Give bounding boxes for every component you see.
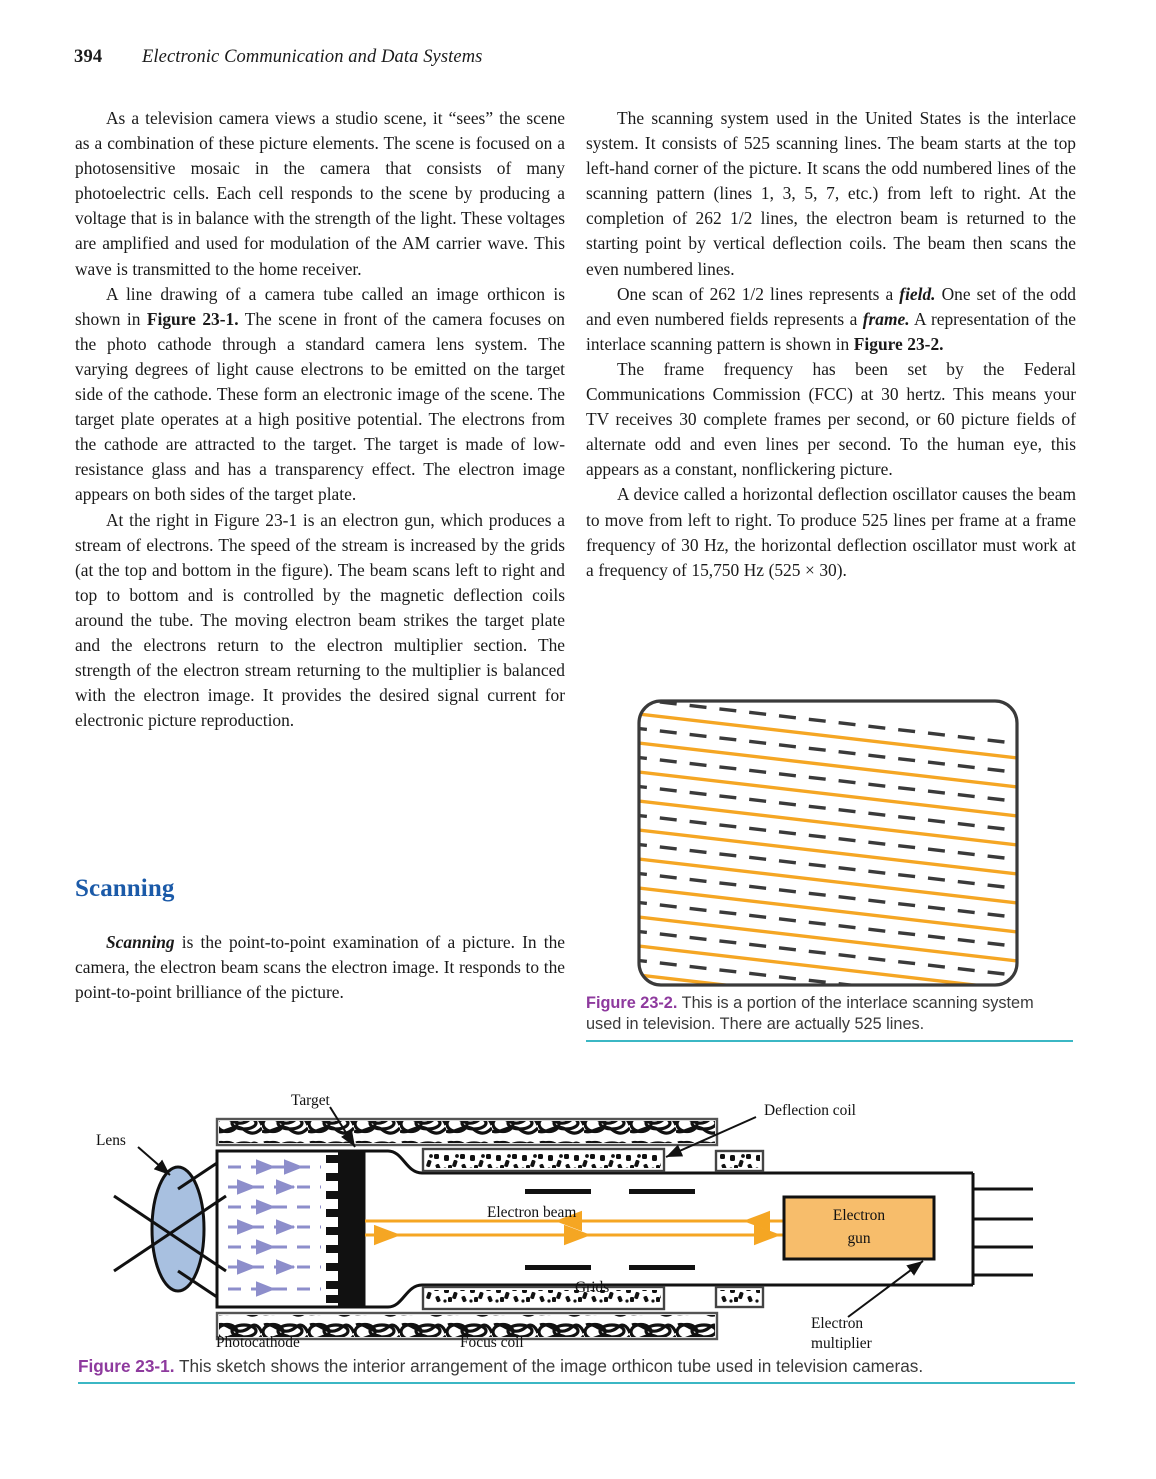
figure-ref-23-2: Figure 23-2. [853, 333, 944, 354]
left-column [75, 106, 565, 733]
label-grids: Grids [575, 1279, 610, 1296]
paragraph-3: At the right in Figure 23-1 is an electron gun, which produces a stream of electrons. The speed of the stream is increased by the grids (at the top and bottom in the figure). The beam scans left to right and top to bottom and is controlled by the magnetic deflection coils around the tube. The moving electron beam strikes the target plate and the electrons return to the electron multiplier section. The strength of the electron stream returning to the multiplier is balanced with the electron image. It provides the desired signal current for electronic picture reproduction. [75, 509, 565, 731]
deflection-coil-bottom [423, 1287, 664, 1309]
figure-23-2-caption [586, 993, 1073, 1042]
term-scanning: Scanning [106, 932, 175, 952]
electron-beam-arrows [378, 1221, 781, 1235]
paragraph-8: A device called a horizontal deflection oscillator causes the beam to move from left to right. To produce 525 lines per frame at a frame frequency of 30 Hz, the horizontal deflection oscillator must work at a frequency of 15,750 Hz (525 × 30). [586, 484, 1076, 580]
focus-coil-top [217, 1119, 717, 1145]
paragraph-1: As a television camera views a studio scene, it “sees” the scene as a combination of these picture elements. The scene is focused on a photosensitive mosaic in the camera that consists of many photoelectric cells. Each cell responds to the scene by producing a voltage that is in balance with the strength of the light. These voltages are amplified and used for modulation of the AM carrier wave. This wave is transmitted to the home receiver. [75, 108, 565, 279]
p6-text-c: A representation of the interlace scanning pattern is shown in [586, 308, 1076, 354]
figure-23-1-caption-text: This sketch shows the interior arrangement of the image orthicon tube used in television cameras. [174, 1356, 924, 1376]
label-lens: Lens [96, 1132, 126, 1149]
label-electron-multiplier-1: Electron [811, 1315, 864, 1332]
paragraph-6 [586, 282, 1076, 357]
paragraph-7: The frame frequency has been set by the Federal Communications Commission (FCC) at 30 hertz. This means your TV receives 30 complete frames per second, or 60 picture fields of alternate odd and even lines per second. To the human eye, this appears as a constant, nonflickering picture. [586, 358, 1076, 480]
p2-text-a: A line drawing of a camera tube called an image orthicon is shown in [75, 283, 565, 329]
p6-text-a: One scan of 262 1/2 lines represents a [617, 283, 900, 304]
target-plate [326, 1151, 364, 1307]
electron-gun-label-line2: gun [847, 1230, 871, 1247]
label-electron-multiplier-2: multiplier [811, 1335, 872, 1350]
figure-23-1-caption [78, 1355, 1075, 1384]
term-field: field. [899, 283, 936, 304]
paragraph-2 [75, 282, 565, 508]
electron-gun-label-line1: Electron [832, 1207, 886, 1224]
screen-frame [639, 701, 1017, 985]
label-focus-coil: Focus coil [460, 1334, 524, 1350]
term-frame: frame. [862, 308, 910, 329]
p6-text-b: One set of the odd and even numbered fields represents a [586, 283, 1076, 329]
paragraph-5: The scanning system used in the United States is the interlace system. It consists of 525 scanning lines. The beam starts at the top left-hand corner of the picture. It scans the odd numbered lines of the scanning pattern (lines 1, 3, 5, 7, etc.) from left to right. At the completion of 262 1/2 lines, the electron beam is returned to the starting point by vertical deflection coils. The beam then scans the even numbered lines. [586, 108, 1076, 279]
grids [525, 1189, 695, 1270]
p4-text: is the point-to-point examination of a picture. In the camera, the electron beam scans the electron image. It responds to the point-to-point brilliance of the picture. [75, 932, 565, 1003]
figure-23-1-label: Figure 23-1. [78, 1356, 175, 1376]
caption-rule-2 [78, 1382, 1075, 1384]
section-heading-scanning: Scanning [75, 875, 175, 902]
scan-lines-group [636, 699, 1020, 989]
deflection-coil-top-small [716, 1151, 763, 1171]
figure-23-2-caption-text: This is a portion of the interlace scanning system used in television. There are actually 525 lines. [586, 994, 1034, 1033]
deflection-coil-bottom-small [716, 1287, 763, 1307]
running-head [74, 47, 774, 73]
figure-23-1-image [78, 1085, 1078, 1350]
figure-23-2-label: Figure 23-2. [586, 994, 678, 1012]
label-photocathode: Photocathode [216, 1334, 300, 1350]
right-column [586, 106, 1076, 583]
tube-base-pins [973, 1189, 1033, 1275]
electron-gun-box [784, 1197, 934, 1259]
page-number: 394 [74, 47, 103, 67]
book-title: Electronic Communication and Data Systems [142, 47, 483, 67]
deflection-coil-top [423, 1149, 664, 1171]
label-target: Target [291, 1092, 330, 1109]
figure-ref-23-1: Figure 23-1. [146, 308, 239, 329]
label-electron-beam: Electron beam [487, 1204, 577, 1221]
p2-text-b: The scene in front of the camera focuses on the photo cathode through a standard camera lens system. The varying degrees of light cause electrons to be emitted on the target side of the cathode. These form an electronic image of the scene. The target plate operates at a high positive potential. The electrons from the cathode are attracted to the target. The target is made of low-resistance glass and has a transparency effect. The electron image appears on both sides of the target plate. [75, 308, 566, 505]
figure-23-2-image [636, 698, 1020, 988]
left-column-continued [75, 930, 565, 1005]
label-deflection-coil: Deflection coil [764, 1102, 856, 1119]
caption-rule [586, 1040, 1073, 1042]
electron-beam-lines [365, 1221, 784, 1235]
paragraph-4 [75, 930, 565, 1005]
